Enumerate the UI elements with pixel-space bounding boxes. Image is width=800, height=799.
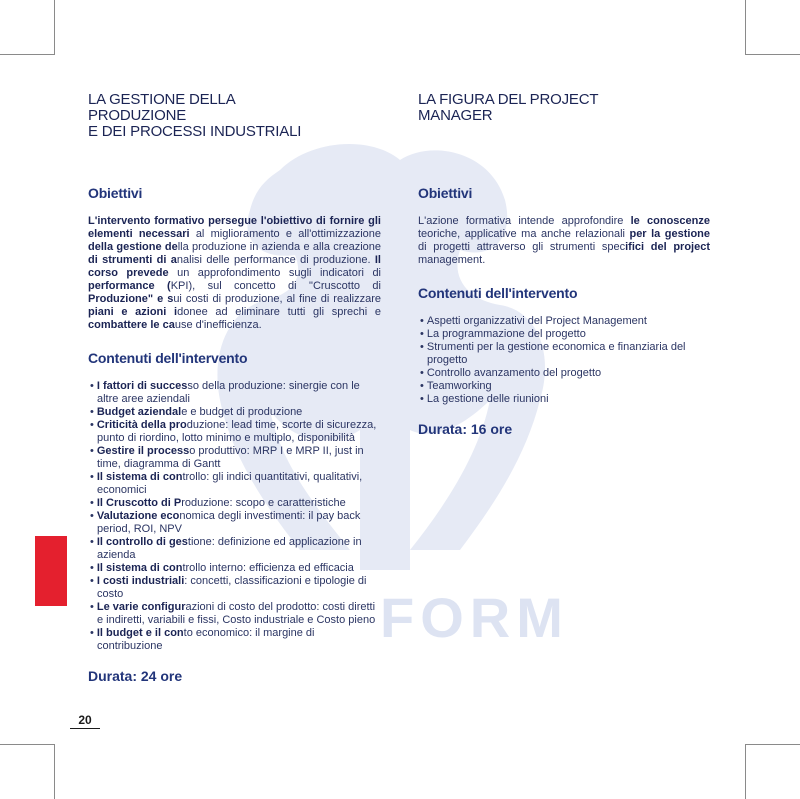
list-item: • Valutazione economica degli investimenti: il pay back period, ROI, NPV [88, 510, 381, 536]
right-duration: Durata: 16 ore [418, 421, 513, 437]
crop-mark [54, 0, 55, 54]
red-side-tab [35, 536, 67, 606]
right-column [418, 92, 710, 437]
list-item: • Il controllo di gestione: definizione ed applicazione in azienda [88, 536, 381, 562]
crop-mark [745, 744, 746, 799]
list-item: • Controllo avanzamento del progetto [418, 367, 710, 380]
objectives-line: Produzione" e sui costi di produzione, al fine di realizzare [88, 293, 381, 305]
right-title: LA FIGURA DEL PROJECT MANAGER [418, 91, 599, 124]
list-item: • Gestire il processo produttivo: MRP I e MRP II, just in time, diagramma di Gantt [88, 445, 381, 471]
left-objectives-heading: Obiettivi [88, 185, 143, 201]
watermark-text: FORM [380, 586, 569, 649]
list-item: • Il budget e il conto economico: il margine di contribuzione [88, 627, 381, 653]
crop-mark [0, 54, 55, 55]
list-item: • Le varie configurazioni di costo del prodotto: costi diretti e indiretti, variabili e fissi, Costo industriale e Costo pieno [88, 601, 381, 627]
list-item: • I costi industriali: concetti, classificazioni e tipologie di costo [88, 575, 381, 601]
list-item: • La programmazione del progetto [418, 328, 710, 341]
list-item: • Il Cruscotto di Produzione: scopo e caratteristiche [88, 497, 381, 510]
list-item: • Teamworking [418, 380, 710, 393]
objectives-line: di strumenti di analisi delle performance di produzione. [88, 254, 375, 266]
left-objectives-text [88, 215, 381, 332]
left-column [88, 92, 381, 684]
left-duration: Durata: 24 ore [88, 668, 183, 684]
right-contents-heading: Contenuti dell'intervento [418, 285, 578, 301]
objectives-line: performance (KPI), sul concetto di "Cruscotto di [88, 280, 381, 292]
objectives-line: della gestione della produzione in azienda e alla creazione [88, 241, 381, 253]
list-item: • La gestione delle riunioni [418, 393, 710, 406]
right-objectives-heading: Obiettivi [418, 185, 473, 201]
list-item: • Strumenti per la gestione economica e finanziaria del progetto [418, 341, 710, 367]
objectives-line: Il corso prevede un approfondimento sugli indicatori di [88, 254, 382, 279]
left-contents-heading: Contenuti dell'intervento [88, 350, 248, 366]
objectives-line: combattere le cause d'inefficienza. [88, 319, 262, 331]
left-contents-list [88, 380, 381, 653]
list-item: • Aspetti organizzativi del Project Management [418, 315, 710, 328]
crop-mark [745, 744, 800, 745]
right-objectives-text: L'azione formativa intende approfondire le conoscenze teoriche, applicative ma anche relazionali per la gestione di progetti attraverso gli strumenti specifici del project management. [418, 215, 710, 266]
crop-mark [0, 744, 55, 745]
objectives-line: piani e azioni idonee ad eliminare tutti gli sprechi e [88, 306, 381, 318]
list-item: • Il sistema di controllo: gli indici quantitativi, qualitativi, economici [88, 471, 381, 497]
list-item: • Criticità della produzione: lead time, scorte di sicurezza, punto di riordino, lotto minimo e multiplo, disponibilità [88, 419, 381, 445]
crop-mark [54, 744, 55, 799]
page-number: 20 [70, 713, 100, 729]
list-item: • Il sistema di controllo interno: efficienza ed efficacia [88, 562, 381, 575]
right-contents-list [418, 315, 710, 406]
list-item: • Budget aziendale e budget di produzione [88, 406, 381, 419]
list-item: • I fattori di successo della produzione: sinergie con le altre aree aziendali [88, 380, 381, 406]
objectives-line: L'intervento formativo persegue l'obiettivo di fornire gli elementi necessari al miglioramento e all'ottimizzazione [88, 215, 381, 240]
left-title: LA GESTIONE DELLA PRODUZIONE E DEI PROCESSI INDUSTRIALI [88, 91, 302, 140]
crop-mark [745, 54, 800, 55]
crop-mark [745, 0, 746, 54]
